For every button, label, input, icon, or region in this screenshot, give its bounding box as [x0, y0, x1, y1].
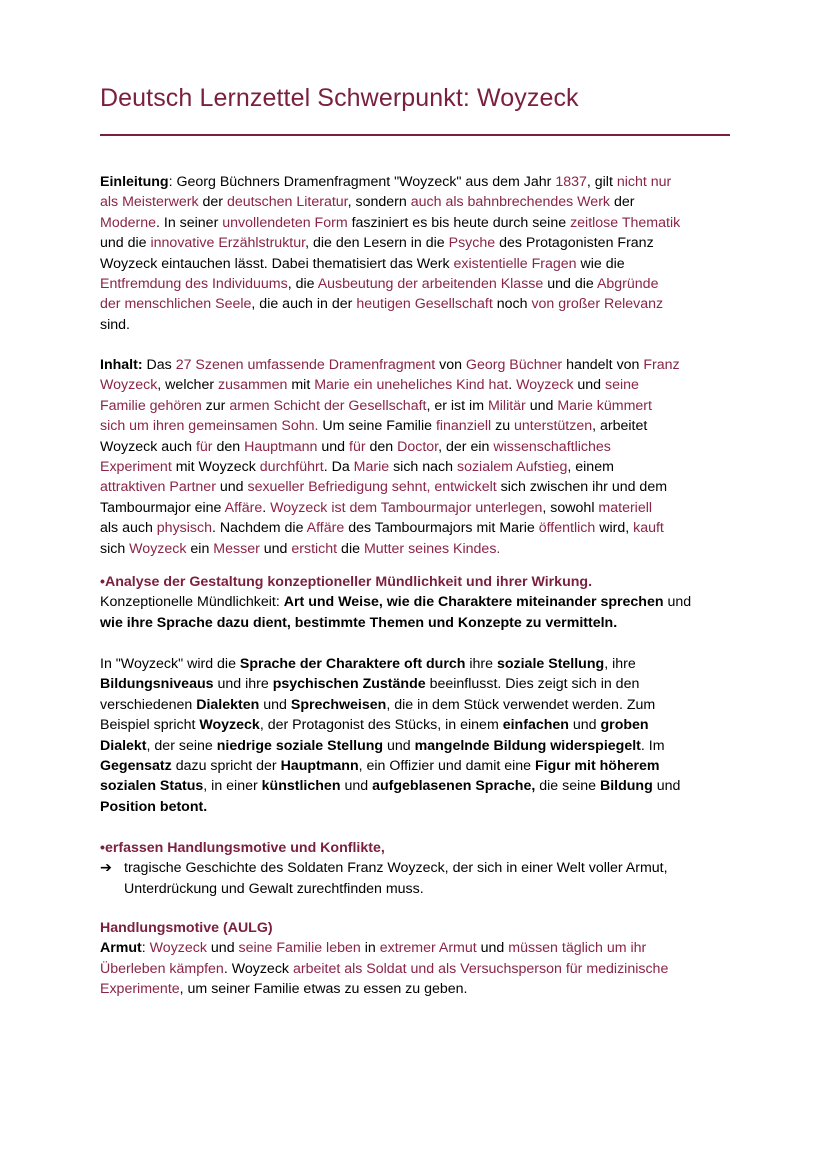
motive-text	[124, 858, 668, 899]
bold-text: psychischen Zustände	[272, 676, 426, 693]
text-line	[100, 715, 740, 735]
text-run: die	[337, 540, 364, 557]
text-run: und	[215, 479, 248, 496]
highlighted-text: Experiment	[100, 458, 172, 475]
highlighted-text: auch als bahnbrechendes Werk	[410, 194, 611, 211]
text-line	[100, 416, 740, 436]
text-run: , in einer	[203, 778, 262, 795]
armut-paragraph	[100, 938, 740, 999]
highlighted-text: zusammen	[218, 377, 288, 394]
einleitung-paragraph	[100, 172, 740, 335]
text-run: wie die	[576, 255, 625, 272]
highlighted-text: Messer	[213, 540, 260, 557]
text-line	[100, 477, 740, 497]
text-run: , einem	[567, 458, 614, 475]
text-line	[100, 736, 740, 756]
highlighted-text: nicht nur	[616, 174, 672, 190]
text-line	[100, 498, 740, 518]
text-line	[100, 233, 740, 253]
highlighted-text: Marie	[353, 458, 390, 475]
text-line	[100, 797, 740, 817]
text-run: den	[365, 438, 398, 455]
text-run: In "Woyzeck" wird die	[100, 656, 240, 672]
text-run: , er ist im	[426, 397, 488, 414]
text-line	[100, 959, 740, 979]
text-run: und die	[543, 275, 597, 292]
bold-text: soziale Stellung	[496, 656, 605, 672]
bold-text: Inhalt:	[100, 357, 143, 373]
text-run: und ihre	[213, 676, 273, 693]
text-run: und	[340, 778, 373, 795]
text-run: Um seine Familie	[318, 418, 436, 435]
page-title: Deutsch Lernzettel Schwerpunkt: Woyzeck	[100, 84, 579, 112]
highlighted-text: Woyzeck	[516, 377, 574, 394]
highlighted-text: finanziell	[435, 418, 492, 435]
bold-text: einfachen	[502, 717, 569, 734]
text-run: , die auch in der	[251, 296, 357, 313]
aulg-section	[100, 918, 740, 1000]
text-line	[100, 938, 740, 958]
highlighted-text: Ausbeutung der arbeitenden Klasse	[317, 275, 544, 292]
text-run: mit Woyzeck	[171, 458, 260, 475]
highlighted-text: attraktiven Partner	[100, 479, 216, 496]
text-line	[100, 274, 740, 294]
text-run: die seine	[535, 778, 600, 795]
text-line	[100, 654, 740, 674]
text-run: handelt von	[562, 357, 644, 373]
inhalt-paragraph	[100, 355, 740, 559]
highlighted-text: als Meisterwerk	[100, 194, 199, 211]
bold-text: mangelnde Bildung widerspiegelt	[414, 737, 641, 754]
text-line	[100, 979, 740, 999]
bold-text: Armut	[100, 940, 142, 957]
text-run: und die	[100, 235, 151, 252]
highlighted-text: unterstützen	[514, 418, 593, 435]
text-run: ihre	[465, 656, 497, 672]
title-divider	[100, 134, 730, 136]
text-line	[100, 592, 740, 612]
text-run: Woyzeck eintauchen lässt. Dabei thematisiert das Werk	[100, 255, 454, 272]
highlighted-text: physisch	[156, 520, 212, 537]
text-run: noch	[492, 296, 532, 313]
text-run: Konzeptionelle Mündlichkeit:	[100, 594, 284, 611]
motive-heading: •erfassen Handlungsmotive und Konflikte,	[100, 840, 385, 856]
highlighted-text: kauft	[633, 520, 664, 537]
text-run: . Im	[640, 737, 665, 754]
bold-text: Dialekt	[100, 737, 147, 754]
highlighted-text: sich um ihren gemeinsamen Sohn.	[100, 418, 319, 435]
bold-text: Position betont.	[100, 798, 208, 815]
highlighted-text: Familie gehören	[100, 397, 202, 414]
highlighted-text: Affäre	[224, 499, 263, 516]
text-run: und	[652, 778, 681, 795]
bold-text: Woyzeck	[199, 717, 260, 734]
bold-text: Gegensatz	[100, 757, 172, 774]
text-run: , der seine	[146, 737, 217, 754]
text-run: verschiedenen	[100, 696, 197, 713]
text-run: : Georg Büchners Dramenfragment "Woyzeck" aus dem Jahr	[168, 174, 556, 190]
bold-text: künstlichen	[261, 778, 341, 795]
highlighted-text: von großer Relevanz	[531, 296, 664, 313]
text-run: , um seiner Familie etwas zu essen zu geben.	[179, 981, 468, 998]
highlighted-text: Doctor	[397, 438, 439, 455]
bold-text: Bildung	[599, 778, 653, 795]
motive-section	[100, 838, 740, 899]
text-run: und	[206, 940, 239, 957]
bold-text: Sprechweisen	[290, 696, 387, 713]
text-line	[100, 375, 740, 395]
text-line	[100, 457, 740, 477]
text-run: und	[383, 737, 415, 754]
text-run: und	[525, 397, 558, 414]
highlighted-text: öffentlich	[538, 520, 596, 537]
highlighted-text: heutigen Gesellschaft	[356, 296, 493, 313]
text-run: , sowohl	[542, 499, 599, 516]
analyse-definition	[100, 592, 740, 633]
highlighted-text: seine	[604, 377, 639, 394]
text-run: ein	[186, 540, 214, 557]
text-run: , arbeitet	[592, 418, 648, 435]
text-run: fasziniert es bis heute durch seine	[347, 214, 571, 231]
text-line	[100, 254, 740, 274]
aulg-heading: Handlungsmotive (AULG)	[100, 920, 273, 936]
bold-text: aufgeblasenen Sprache,	[372, 778, 536, 795]
highlighted-text: sozialem Aufstieg	[456, 458, 568, 475]
highlighted-text: arbeitet als Soldat und als Versuchsperson für medizinische	[292, 960, 669, 977]
bold-text: groben	[600, 717, 649, 734]
text-run: und	[259, 540, 292, 557]
text-run: beeinflusst. Dies zeigt sich in den	[425, 676, 640, 693]
highlighted-text: für	[349, 438, 366, 455]
analyse-heading: •Analyse der Gestaltung konzeptioneller Mündlichkeit und ihrer Wirkung.	[100, 574, 593, 590]
highlighted-text: Woyzeck	[149, 940, 207, 957]
text-line	[100, 315, 740, 335]
text-run: :	[141, 940, 150, 957]
highlighted-text: materiell	[598, 499, 653, 516]
highlighted-text: Entfremdung des Individuums	[100, 275, 288, 292]
motive-line: Unterdrückung und Gewalt zurechtfinden muss.	[124, 880, 424, 897]
bold-text: Einleitung	[100, 174, 169, 190]
bold-text: niedrige soziale Stellung	[216, 737, 384, 754]
text-run: der	[610, 194, 635, 211]
motive-bullet	[100, 858, 740, 899]
text-line	[100, 355, 740, 375]
text-run: des Protagonisten Franz	[495, 235, 654, 252]
highlighted-text: seine Familie leben	[238, 940, 361, 957]
text-run: , die den Lesern in die	[305, 235, 449, 252]
text-line	[100, 539, 740, 559]
text-run: Tambourmajor eine	[100, 499, 225, 516]
analyse-section	[100, 572, 740, 633]
text-line	[100, 213, 740, 233]
highlighted-text: zeitlose Thematik	[570, 214, 681, 231]
text-run: dazu spricht der	[171, 757, 281, 774]
text-run: .	[262, 499, 271, 516]
highlighted-text: durchführt	[259, 458, 324, 475]
text-line	[100, 192, 740, 212]
text-run: und	[663, 594, 692, 611]
text-run: als auch	[100, 520, 157, 537]
text-run: Das	[142, 357, 176, 373]
text-run: . In seiner	[156, 214, 223, 231]
text-run: , die	[287, 275, 318, 292]
highlighted-text: Abgründe	[596, 275, 659, 292]
text-run: von	[435, 357, 466, 373]
text-line	[100, 756, 740, 776]
highlighted-text: Marie ein uneheliches Kind hat	[314, 377, 509, 394]
highlighted-text: existentielle Fragen	[453, 255, 577, 272]
text-run: , der ein	[438, 438, 494, 455]
text-run: Beispiel spricht	[100, 717, 200, 734]
bold-text: Dialekten	[196, 696, 260, 713]
highlighted-text: wissenschaftliches	[493, 438, 611, 455]
text-run: , sondern	[347, 194, 411, 211]
motive-line: tragische Geschichte des Soldaten Franz Woyzeck, der sich in einer Welt voller Armut,	[124, 860, 668, 877]
highlighted-text: für	[195, 438, 213, 455]
text-run: und	[317, 438, 349, 455]
text-run: sich	[100, 540, 130, 557]
bold-text: Sprache der Charaktere oft durch	[239, 656, 466, 672]
text-line	[100, 172, 740, 192]
text-run: und	[476, 940, 509, 957]
text-line	[100, 396, 740, 416]
text-run: , welcher	[157, 377, 219, 394]
highlighted-text: Mutter seines Kindes.	[363, 540, 501, 557]
text-run: . Nachdem die	[212, 520, 307, 537]
highlighted-text: Georg Büchner	[465, 357, 563, 373]
highlighted-text: sexueller Befriedigung sehnt, entwickelt	[247, 479, 497, 496]
highlighted-text: ersticht	[291, 540, 338, 557]
text-line	[100, 518, 740, 538]
text-run: den	[212, 438, 245, 455]
highlighted-text: Hauptmann	[244, 438, 318, 455]
highlighted-text: der menschlichen Seele	[100, 296, 252, 313]
text-line	[100, 695, 740, 715]
text-line	[100, 776, 740, 796]
bold-text: Bildungsniveaus	[100, 676, 214, 693]
text-line	[100, 437, 740, 457]
highlighted-text: Marie kümmert	[557, 397, 652, 414]
bold-text: Figur mit höherem	[535, 757, 660, 774]
text-run: sich zwischen ihr und dem	[496, 479, 668, 496]
highlighted-text: 1837	[555, 174, 587, 190]
text-run: , die in dem Stück verwendet werden. Zum	[386, 696, 656, 713]
highlighted-text: Franz	[643, 357, 680, 373]
highlighted-text: extremer Armut	[379, 940, 477, 957]
bold-text: Hauptmann	[280, 757, 359, 774]
bold-text: Art und Weise, wie die Charaktere miteinander sprechen	[283, 594, 664, 611]
text-run: , ein Offizier und damit eine	[358, 757, 535, 774]
highlighted-text: Experimente	[100, 981, 180, 998]
text-line	[100, 294, 740, 314]
text-run: . Da	[323, 458, 354, 475]
text-run: der	[198, 194, 227, 211]
sprache-paragraph	[100, 654, 740, 817]
highlighted-text: Affäre	[306, 520, 345, 537]
highlighted-text: Militär	[487, 397, 526, 414]
highlighted-text: armen Schicht der Gesellschaft	[229, 397, 427, 414]
text-run: sind.	[100, 316, 130, 333]
text-run: . Woyzeck	[223, 960, 293, 977]
highlighted-text: Überleben kämpfen	[100, 960, 224, 977]
text-run: und	[568, 717, 601, 734]
highlighted-text: Woyzeck	[100, 377, 158, 394]
text-run: wird,	[595, 520, 634, 537]
highlighted-text: Woyzeck ist dem Tambourmajor unterlegen	[270, 499, 543, 516]
text-run: und	[573, 377, 605, 394]
text-line	[100, 674, 740, 694]
bold-text: sozialen Status	[100, 778, 204, 795]
text-run: und	[259, 696, 291, 713]
bold-text: wie ihre Sprache dazu dient, bestimmte Themen und Konzepte zu vermitteln.	[100, 614, 618, 631]
highlighted-text: Woyzeck	[129, 540, 187, 557]
highlighted-text: innovative Erzählstruktur	[150, 235, 306, 252]
text-run: zur	[201, 397, 230, 414]
text-run: , gilt	[586, 174, 617, 190]
text-run: .	[508, 377, 517, 394]
highlighted-text: Moderne	[100, 214, 156, 231]
text-run: mit	[287, 377, 315, 394]
text-run: des Tambourmajors mit Marie	[344, 520, 539, 537]
text-run: Woyzeck auch	[100, 438, 196, 455]
text-run: zu	[491, 418, 515, 435]
text-run: in	[360, 940, 380, 957]
highlighted-text: müssen täglich um ihr	[508, 940, 647, 957]
highlighted-text: 27 Szenen umfassende Dramenfragment	[175, 357, 436, 373]
text-run: sich nach	[389, 458, 457, 475]
highlighted-text: Psyche	[448, 235, 496, 252]
highlighted-text: deutschen Literatur	[226, 194, 348, 211]
text-run: , ihre	[604, 656, 636, 672]
text-line	[100, 613, 740, 633]
text-run: , der Protagonist des Stücks, in einem	[259, 717, 503, 734]
highlighted-text: unvollendeten Form	[222, 214, 348, 231]
arrow-right-icon: ➔	[100, 860, 112, 877]
